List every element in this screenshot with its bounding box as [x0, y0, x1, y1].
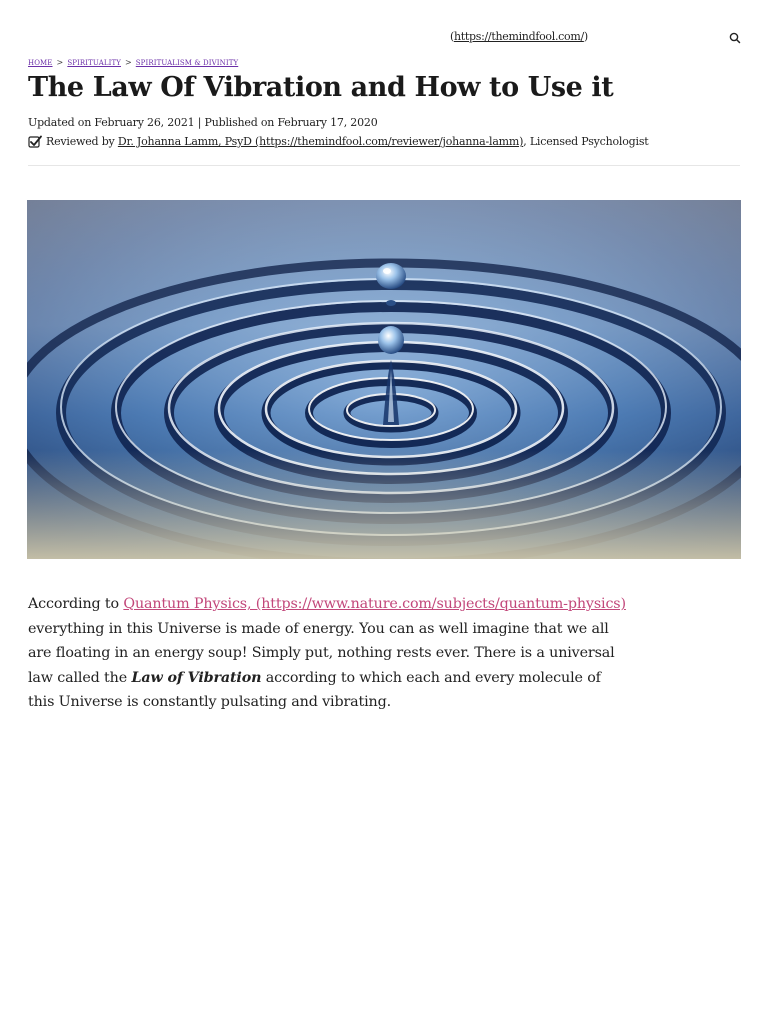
article-part2: according to which each and every molecule of this Universe is constantly pulsating and vibrating. — [28, 669, 601, 710]
divider — [28, 165, 740, 166]
top-bar — [0, 0, 768, 56]
quantum-physics-link[interactable]: Quantum Physics, (https://www.nature.com/subjects/quantum-physics) — [123, 596, 626, 612]
reviewer-line — [28, 135, 649, 148]
law-of-vibration-emphasis: Law of Vibration — [131, 669, 262, 686]
reviewed-prefix: Reviewed by — [46, 135, 115, 148]
hero-image — [27, 200, 741, 559]
breadcrumb — [28, 58, 238, 67]
home-link-close-paren: ) — [583, 30, 588, 43]
breadcrumb-home[interactable]: HOME — [28, 58, 53, 67]
breadcrumb-spiritualism-divinity[interactable]: SPIRITUALISM & DIVINITY — [135, 58, 239, 67]
checkmark-icon — [28, 135, 42, 148]
article-part1: everything in this Universe is made of energy. You can as well imagine that we all are floating in an energy soup! Simply put, nothing rests ever. There is a universal law called the — [28, 620, 615, 686]
water-drop-ripples-image — [27, 200, 741, 559]
breadcrumb-separator: > — [124, 58, 132, 67]
breadcrumb-spirituality[interactable]: SPIRITUALITY — [67, 58, 121, 67]
search-button[interactable] — [728, 30, 742, 44]
search-icon — [728, 31, 742, 45]
home-link-open-paren: ( — [450, 30, 454, 43]
home-link[interactable] — [450, 30, 588, 43]
article-body — [28, 592, 628, 715]
article-dates: Updated on February 26, 2021 | Published on February 17, 2020 — [28, 116, 378, 129]
home-link-url: https://themindfool.com/ — [454, 30, 584, 43]
reviewer-credentials: , Licensed Psychologist — [523, 135, 649, 148]
breadcrumb-separator: > — [56, 58, 64, 67]
reviewer-link[interactable]: Dr. Johanna Lamm, PsyD (https://themindfool.com/reviewer/johanna-lamm) — [117, 135, 524, 148]
article-intro: According to — [28, 596, 119, 612]
page-title: The Law Of Vibration and How to Use it — [28, 72, 614, 103]
